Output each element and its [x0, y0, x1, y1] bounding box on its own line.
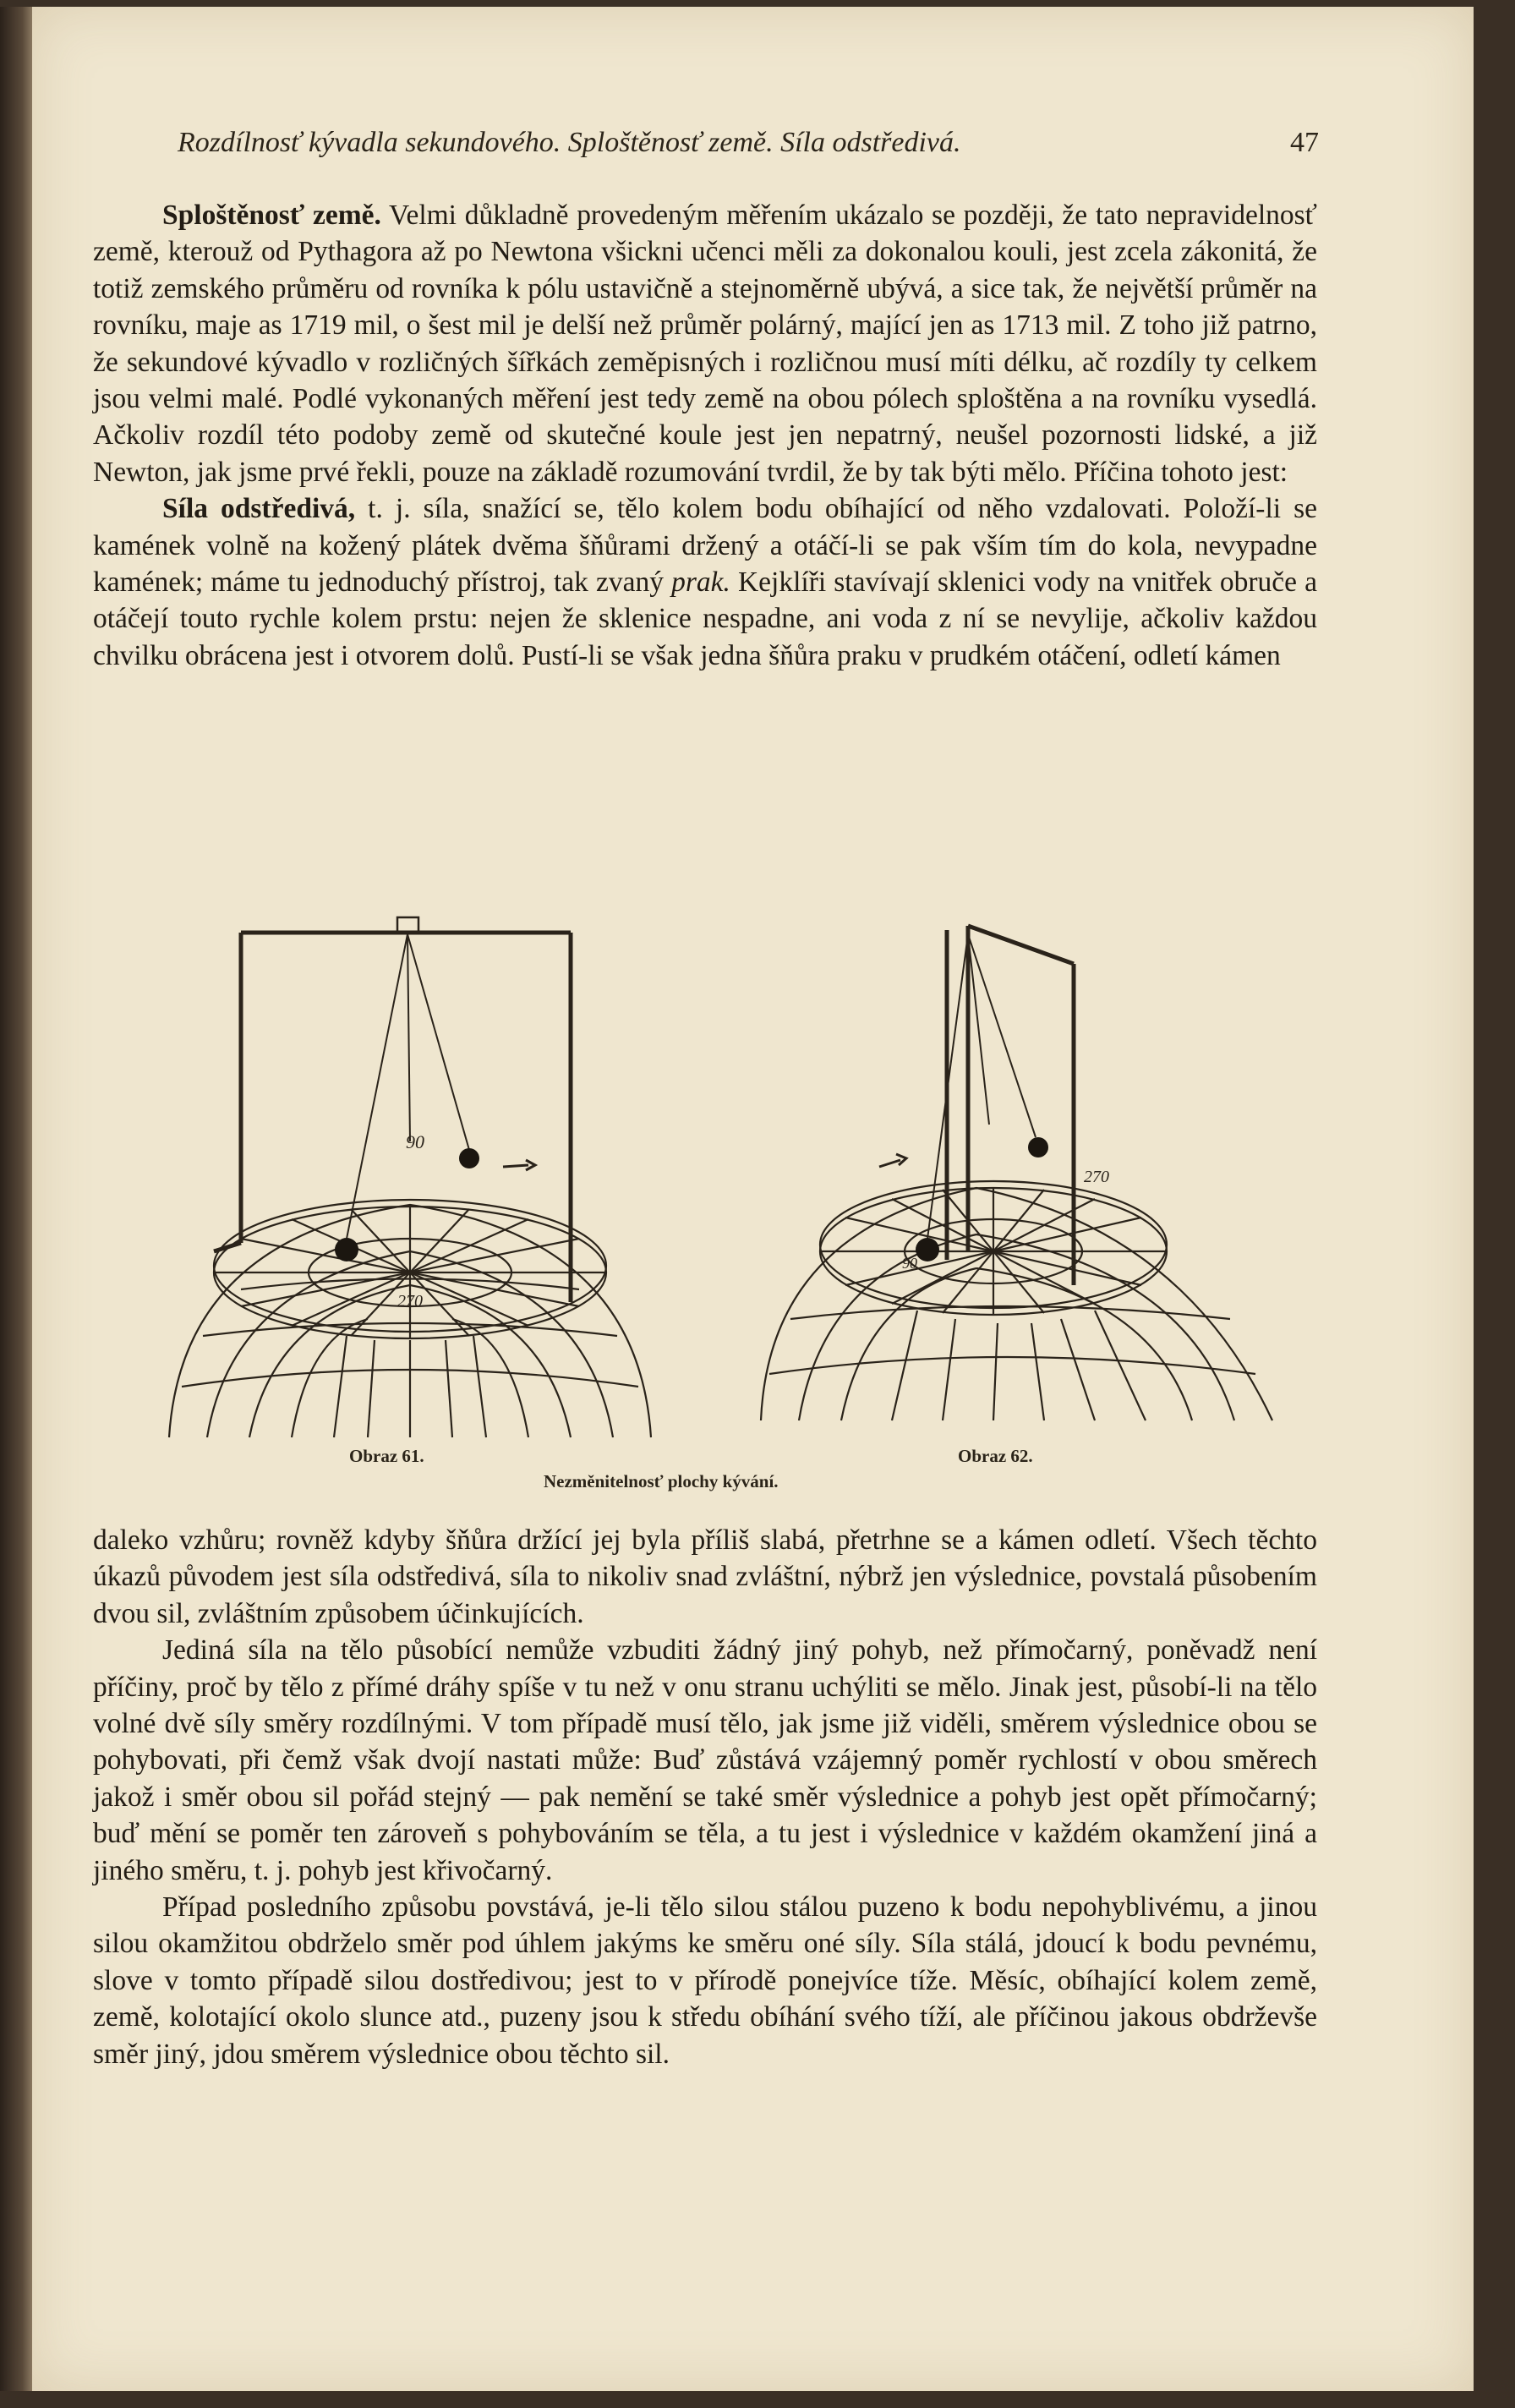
label-270: 270 — [397, 1292, 423, 1311]
figure-caption-main: Nezměnitelnosť plochy kývání. — [544, 1471, 779, 1491]
running-header — [178, 127, 1319, 169]
italic-term: prak. — [671, 566, 730, 599]
text-block-top — [93, 197, 1317, 674]
page-number: 47 — [1290, 127, 1319, 158]
paragraph-sila-odstrediva — [93, 490, 1317, 674]
label-90: 90 — [902, 1255, 917, 1272]
paragraph-lead: Síla odstředivá, — [162, 493, 356, 525]
figure-61-frame — [214, 933, 571, 1302]
figure-caption-61: Obraz 61. — [349, 1446, 424, 1466]
figure-62-pendulum — [927, 934, 1036, 1239]
figure-61-pendulum — [347, 934, 469, 1239]
paragraph-jedina-sila: Jediná síla na tělo působící nemůže vzbuditi žádný jiný pohyb, než přímočarný, poněvadž není příčiny, proč by tělo z přímé dráhy spíše v tu než v onu stranu uchýliti se mělo. Jinak jest, působí-li na tělo volné dvě síly směry rozdílnými. V tom případě musí tělo, jak jsme již viděli, směrem výslednice obou se pohybovati, při čemž však dvojí nastati může: Buď zůstává vzájemný poměr rychlostí v obou směrech jakož i směr obou sil pořád stejný — pak nemění se také směr výslednice a pohyb jest opět přímočarný; buď mění se poměr ten zároveň s pohybováním se těla, a tu jest i výslednice v každém okamžení jiná a jiného směru, t. j. pohyb jest křivočarný. — [93, 1634, 1317, 1886]
figure-61-disc — [214, 1200, 606, 1338]
paragraph-body: t. j. síla, snažící se, tělo kolem bodu obíhající od něho vzdalovati. Položí-li se kamének volně na kožený plátek dvěma šňůrami držený a otáčí-li se pak vším tím do kola, nevypadne kamének; máme tu jednoduchý přístroj, tak zvaný — [93, 493, 1317, 599]
figure-caption-62: Obraz 62. — [958, 1446, 1033, 1466]
label-270: 270 — [1084, 1168, 1109, 1186]
figure-pendulum — [156, 913, 1289, 1505]
paragraph-lead: Sploštěnosť země. — [162, 200, 381, 231]
label-90: 90 — [406, 1131, 424, 1152]
paragraph-pripad: Případ posledního způsobu povstává, je-li tělo silou stálou puzeno k bodu nepohyblivému, a jinou silou okamžitou obdrželo směr pod úhlem jakýms ke směru oné síly. Síla stálá, jdoucí k bodu pevnému, slove v tomto případě silou dostředivou; jest to v přírodě ponejvíce tíže. Měsíc, obíhající kolem země, země, kolotající okolo slunce atd., puzeny jsou k středu obíhání svého tíží, ale příčinou jakous obdrževše směr jiný, jdou směrem výslednice obou těchto sil. — [93, 1891, 1317, 2070]
paragraph-body: Velmi důkladně provedeným měřením ukázalo se později, že tato nepravidelnosť země, kterouž od Pythagora až po Newtona všickni učenci měli za dokonalou kouli, jest zcela zákonitá, že totiž zemského průměru od rovníka k pólu ustavičně a stejnoměrně ubývá, a sice tak, že největší průměr na rovníku, maje as 1719 mil, o šest mil je delší než průměr polárný, mající jen as 1713 mil. Z toho již patrno, že sekundové kývadlo v rozličných šířkách zeměpisných i rozličnou musí míti délku, ač rozdíly ty celkem jsou velmi malé. Podlé vykonaných měření jest tedy země na obou pólech sploštěna a na rovníku vysedlá. Ačkoliv rozdíl této podoby země od skutečné koule jest jen nepatrný, neušel pozornosti lidské, a již Newton, jak jsme prvé řekli, pouze na základě rozumování tvrdil, že by tak býti mělo. Příčina tohoto jest: — [93, 200, 1317, 488]
figure-62-disc — [820, 1181, 1167, 1315]
running-title: Rozdílnosť kývadla sekundového. Sploštěnosť země. Síla odstředivá. — [178, 127, 961, 158]
text-block-bottom — [93, 1522, 1317, 2072]
pendulum-illustration — [156, 913, 1289, 1505]
paragraph-continued: daleko vzhůru; rovněž kdyby šňůra držící jej byla příliš slabá, přetrhne se a kámen odletí. Všech těchto úkazů původem jest síla odstředivá, síla to nikoliv snad zvláštní, nýbrž jen výslednice, povstalá působením dvou sil, zvláštním způsobem účinkujících. — [93, 1524, 1317, 1629]
paragraph-body: Kejklíři stavívají sklenici vody na vnitřek obruče a otáčejí touto rychle kolem prstu: nejen že sklenice nespadne, ani voda z ní se nevylije, ačkoliv každou chvilku obrácena jest i otvorem dolů. Pustí-li se však jedna šňůra praku v prudkém otáčení, odletí kámen — [93, 566, 1317, 671]
book-gutter — [0, 7, 32, 2391]
paragraph-sploštěnost — [93, 197, 1317, 490]
